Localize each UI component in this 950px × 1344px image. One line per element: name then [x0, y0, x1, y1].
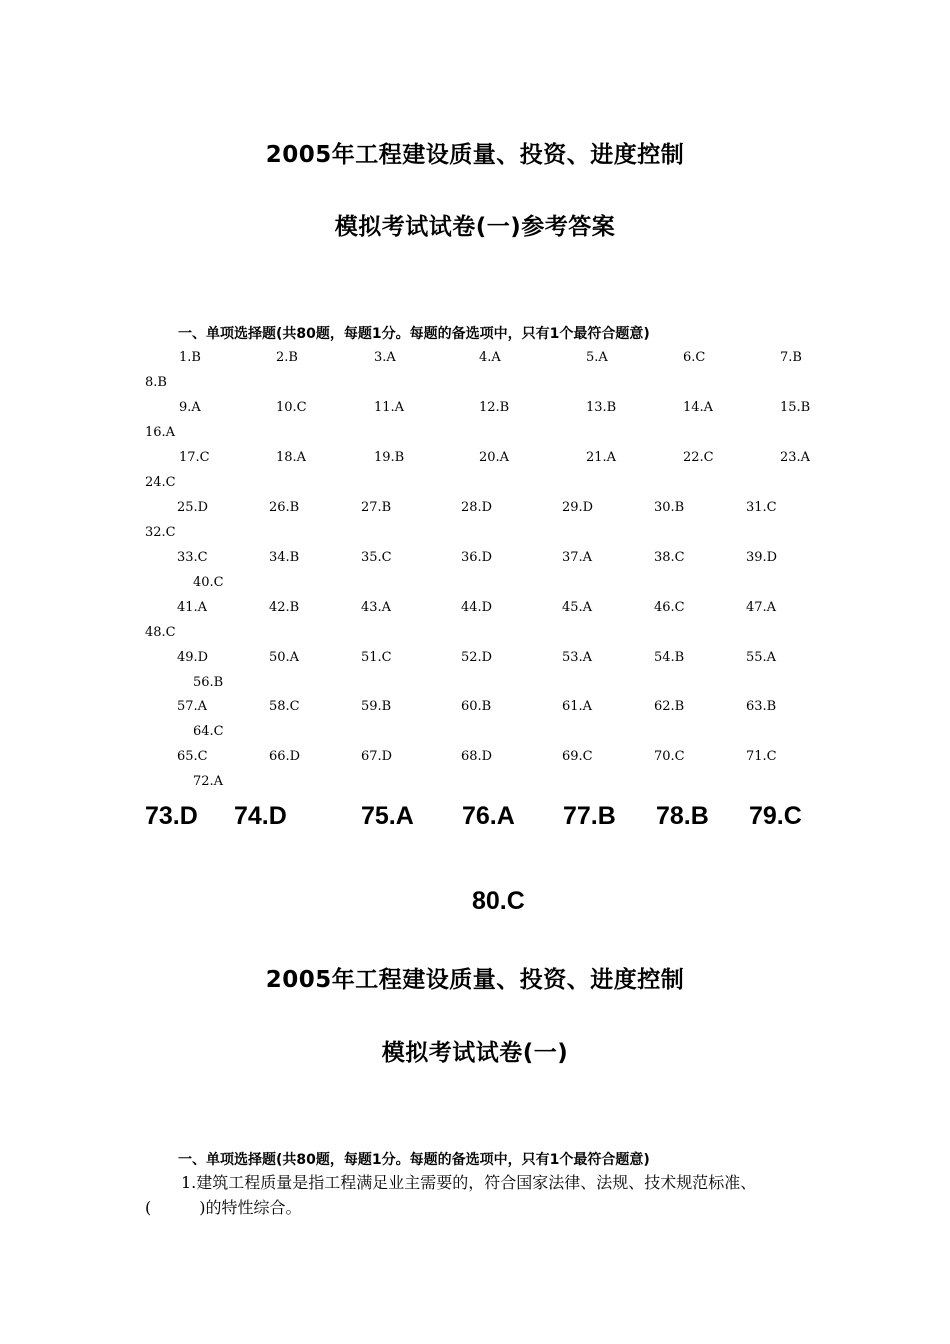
answer-item: 16.A — [145, 425, 176, 440]
answer-item: 25.D — [177, 500, 209, 515]
exam-title-line2: 模拟考试试卷(一) — [381, 1040, 569, 1066]
answer-item: 17.C — [179, 450, 210, 465]
answer-title-line1: 2005年工程建设质量、投资、进度控制 — [265, 142, 685, 168]
answer-item: 14.A — [683, 400, 714, 415]
answer-item: 34.B — [269, 550, 300, 565]
answer-item: 62.B — [654, 699, 685, 714]
answer-item: 56.B — [193, 675, 224, 690]
answer-item: 54.B — [654, 650, 685, 665]
answer-item: 63.B — [746, 699, 777, 714]
question-1: 1.建筑工程质量是指工程满足业主需要的，符合国家法律、法规、技术规范标准、( )的特性综合。 — [145, 1173, 757, 1217]
answer-item: 18.A — [276, 450, 307, 465]
answer-item: 24.C — [145, 475, 176, 490]
answer-item: 42.B — [269, 600, 300, 615]
answer-item: 46.C — [654, 600, 685, 615]
answer-title-line2: 模拟考试试卷(一)参考答案 — [334, 214, 616, 240]
answer-item: 9.A — [179, 400, 201, 415]
answer-item: 55.A — [746, 650, 777, 665]
answer-item-large: 75.A — [361, 802, 414, 830]
answer-item: 40.C — [193, 575, 224, 590]
answer-item: 35.C — [361, 550, 392, 565]
answer-item: 51.C — [361, 650, 392, 665]
exam-section-heading: 一、单项选择题(共80题，每题1分。每题的备选项中，只有1个最符合题意) — [178, 1152, 650, 1168]
answer-item-large: 77.B — [563, 802, 616, 830]
answer-item: 7.B — [780, 350, 802, 365]
answer-item: 49.D — [177, 650, 209, 665]
answer-item: 26.B — [269, 500, 300, 515]
answer-item: 12.B — [479, 400, 510, 415]
answer-item: 38.C — [654, 550, 685, 565]
answer-item: 72.A — [193, 774, 224, 789]
answer-item: 29.D — [562, 500, 594, 515]
answer-item: 48.C — [145, 625, 176, 640]
answer-item: 10.C — [276, 400, 307, 415]
answer-item: 50.A — [269, 650, 300, 665]
answer-item: 44.D — [461, 600, 493, 615]
answer-item: 27.B — [361, 500, 392, 515]
answer-item: 57.A — [177, 699, 208, 714]
answer-item: 19.B — [374, 450, 405, 465]
answer-item-large: 76.A — [462, 802, 515, 830]
answer-item: 60.B — [461, 699, 492, 714]
answer-item: 66.D — [269, 749, 301, 764]
answer-item: 28.D — [461, 500, 493, 515]
answer-item: 43.A — [361, 600, 392, 615]
answer-item: 21.A — [586, 450, 617, 465]
answer-item: 11.A — [374, 400, 405, 415]
answer-item-large: 73.D — [145, 802, 198, 830]
answer-item: 68.D — [461, 749, 493, 764]
answer-item: 33.C — [177, 550, 208, 565]
answer-item: 67.D — [361, 749, 393, 764]
answer-item: 59.B — [361, 699, 392, 714]
answer-item-large: 79.C — [749, 802, 802, 830]
answer-item: 64.C — [193, 724, 224, 739]
answer-item: 70.C — [654, 749, 685, 764]
answer-item: 23.A — [780, 450, 811, 465]
answer-section-heading: 一、单项选择题(共80题，每题1分。每题的备选项中，只有1个最符合题意) — [178, 326, 650, 342]
answer-item: 22.C — [683, 450, 714, 465]
answer-item: 45.A — [562, 600, 593, 615]
answer-item: 8.B — [145, 375, 167, 390]
exam-title-line1: 2005年工程建设质量、投资、进度控制 — [265, 967, 685, 993]
answer-item: 31.C — [746, 500, 777, 515]
answer-item: 15.B — [780, 400, 811, 415]
answer-item: 61.A — [562, 699, 593, 714]
answer-item: 52.D — [461, 650, 493, 665]
answer-item: 36.D — [461, 550, 493, 565]
answer-item: 41.A — [177, 600, 208, 615]
answer-item: 6.C — [683, 350, 706, 365]
answer-item: 53.A — [562, 650, 593, 665]
answer-item: 58.C — [269, 699, 300, 714]
final-answer: 80.C — [472, 887, 525, 915]
answer-item: 37.A — [562, 550, 593, 565]
answer-item: 71.C — [746, 749, 777, 764]
answer-item: 13.B — [586, 400, 617, 415]
answer-item: 30.B — [654, 500, 685, 515]
answer-item: 1.B — [179, 350, 201, 365]
answer-item: 69.C — [562, 749, 593, 764]
answer-item: 5.A — [586, 350, 608, 365]
answer-item: 4.A — [479, 350, 501, 365]
answer-item: 39.D — [746, 550, 778, 565]
answer-item: 32.C — [145, 525, 176, 540]
answer-item: 3.A — [374, 350, 396, 365]
answer-item: 47.A — [746, 600, 777, 615]
answer-item-large: 78.B — [656, 802, 709, 830]
answer-item: 2.B — [276, 350, 298, 365]
answer-item-large: 74.D — [234, 802, 287, 830]
answer-item: 65.C — [177, 749, 208, 764]
answer-item: 20.A — [479, 450, 510, 465]
